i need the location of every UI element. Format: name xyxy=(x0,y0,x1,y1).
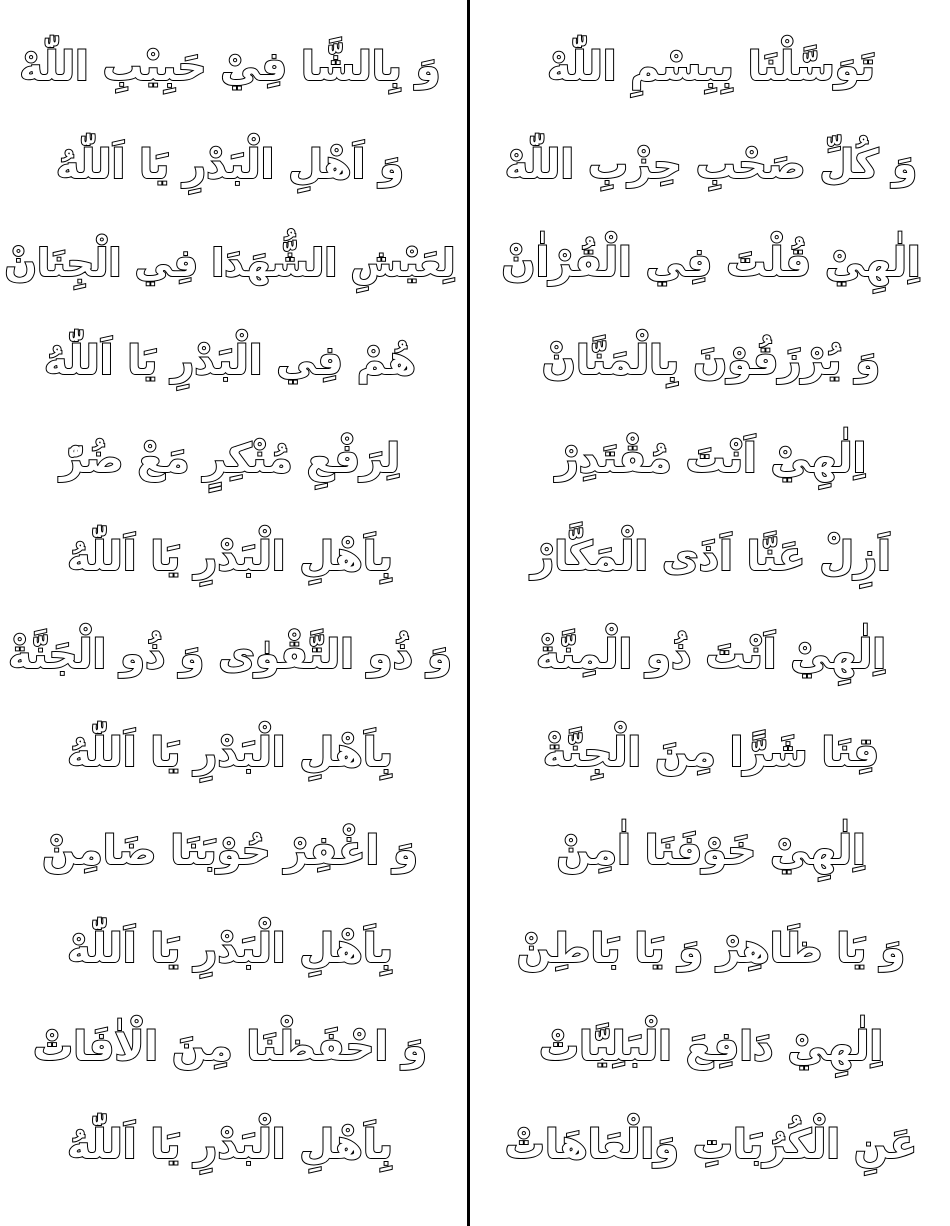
left-line-8: بِاَهْلِ الْبَدْرِ يَا اَللّٰهُ xyxy=(67,730,393,776)
left-line-9: وَ اغْفِرْ حُوْبَنَا ضَامِنْ xyxy=(41,828,419,874)
right-line-3: اِلٰهِيْ قُلْتَ فِي الْقُرْاٰنْ xyxy=(501,240,921,286)
left-line-6: بِاَهْلِ الْبَدْرِ يَا اَللّٰهُ xyxy=(67,534,393,580)
left-line-10: بِاَهْلِ الْبَدْرِ يَا اَللّٰهْ xyxy=(67,926,393,972)
right-line-2: وَ كُلِّ صَحْبِ حِزْبِ اللّٰهْ xyxy=(504,142,918,188)
left-line-7: وَ ذُو التَّقْوٰى وَ ذُو الْجَنَّةْ xyxy=(8,632,452,678)
right-line-5: اِلٰهِيْ اَنْتَ مُقْتَدِرْ xyxy=(555,436,867,482)
left-line-4: هُمْ فِي الْبَدْرِ يَا اَللّٰهُ xyxy=(44,338,417,384)
right-line-10: وَ يَا ظَاهِرْ وَ يَا بَاطِنْ xyxy=(516,926,906,972)
right-line-12: عَنِ الْكُرُبَاتِ وَالْعَاهَاتْ xyxy=(504,1122,918,1168)
right-line-4: وَ يُرْزَقُوْنَ بِالْمَنَّانْ xyxy=(541,338,881,384)
left-line-5: لِرَفْعِ مُنْكِرٍ مَعْ ضُرّْ xyxy=(59,436,401,482)
left-line-1: وَ بِالشَّا فِيْ حَبِيْبِ اللّٰهْ xyxy=(19,44,441,90)
left-line-2: وَ اَهْلِ الْبَدْرِ يَا اَللّٰهُ xyxy=(55,142,405,188)
right-line-11: اِلٰهِيْ دَافِعَ الْبَلِيَّاتْ xyxy=(538,1024,884,1070)
right-line-7: اِلٰهِيْ اَنْتَ ذُو الْمِنَّةْ xyxy=(536,632,886,678)
right-column xyxy=(468,0,950,1226)
left-line-3: لِعَيْشِ الشُّهَدَا فِي الْجِنَانْ xyxy=(4,241,456,285)
right-line-8: قِنَا شَرًّا مِنَ الْجِنَّةْ xyxy=(542,730,880,776)
right-line-9: اِلٰهِيْ خَوْفَنَا اٰمِنْ xyxy=(556,828,866,874)
right-line-1: تَوَسَّلْنَا بِبِسْمِ اللّٰهْ xyxy=(547,44,875,90)
left-column xyxy=(0,0,468,1226)
left-line-11: وَ احْفَظْنَا مِنَ الْاٰفَاتْ xyxy=(33,1024,427,1070)
right-line-6: اَزِلْ عَنَّا اَذَى الْمَكَّارْ xyxy=(531,534,891,580)
left-line-12: بِاَهْلِ الْبَدْرِ يَا اَللّٰهُ xyxy=(67,1122,393,1168)
